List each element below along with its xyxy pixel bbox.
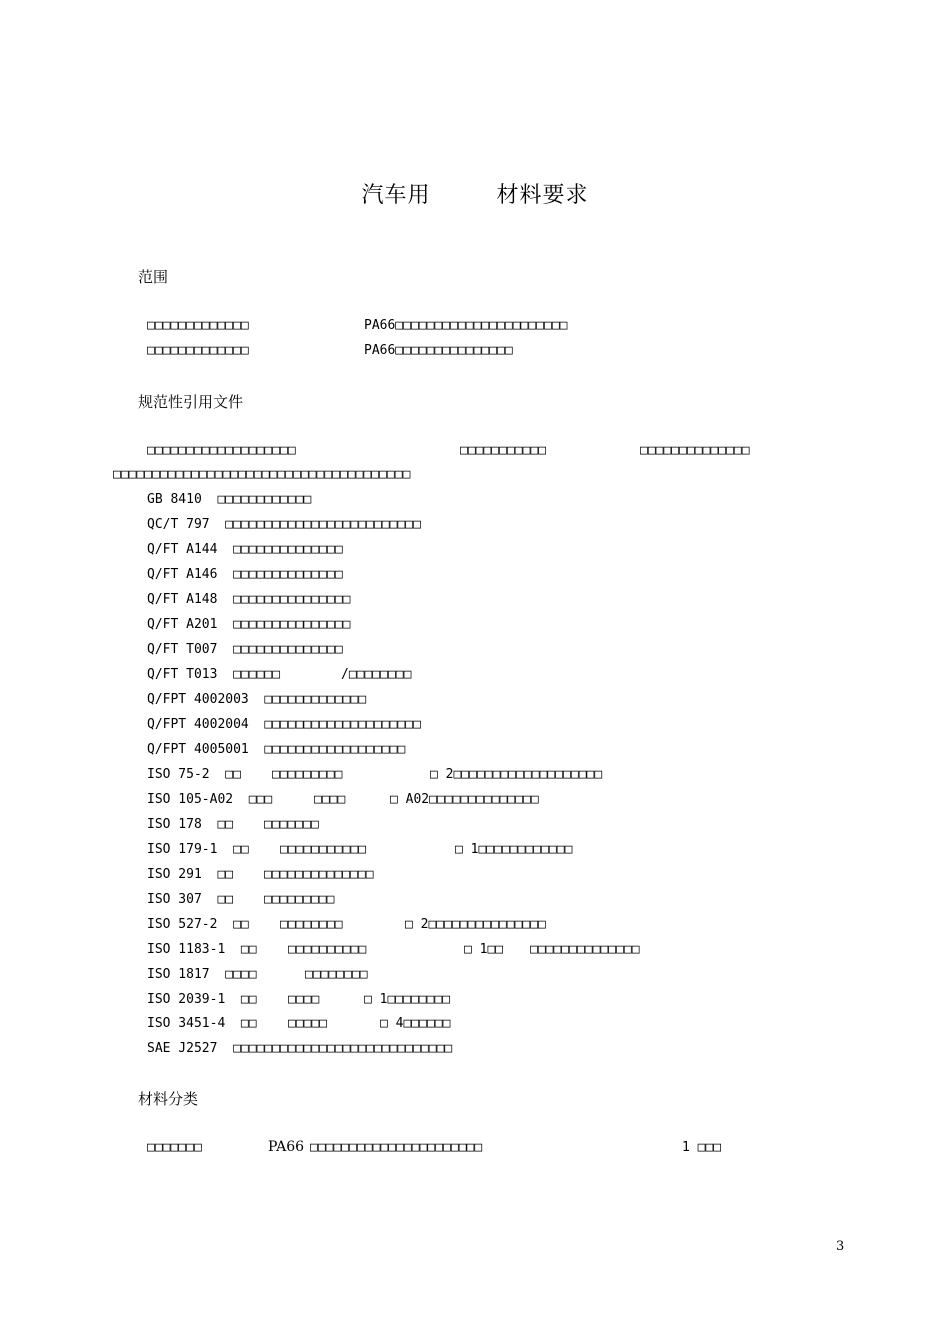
- reference-item: Q/FT A146 □□□□□□□□□□□□□□: [147, 567, 343, 582]
- reference-item-cont: □ 1□□: [464, 942, 504, 957]
- references-intro-1-a: □□□□□□□□□□□□□□□□□□□: [147, 443, 296, 458]
- reference-item: ISO 179-1 □□: [147, 842, 249, 857]
- references-intro-1-b: □□□□□□□□□□□: [460, 443, 547, 458]
- reference-item-cont: □□□□□□□□□□□□□□: [530, 942, 640, 957]
- classification-line-1-b: PA66: [268, 1139, 305, 1155]
- classification-line-1-c: □□□□□□□□□□□□□□□□□□□□□□: [310, 1140, 483, 1155]
- reference-item: ISO 307 □□: [147, 892, 234, 907]
- reference-item-cont: □ 1□□□□□□□□: [364, 992, 451, 1007]
- reference-item: ISO 291 □□: [147, 867, 234, 882]
- reference-item-cont: □ A02□□□□□□□□□□□□□□: [390, 792, 539, 807]
- references-intro-2: □□□□□□□□□□□□□□□□□□□□□□□□□□□□□□□□□□□□□□: [113, 467, 411, 482]
- reference-item: ISO 3451-4 □□: [147, 1016, 257, 1031]
- reference-item: Q/FPT 4002003 □□□□□□□□□□□□□: [147, 692, 367, 707]
- reference-item: Q/FT A144 □□□□□□□□□□□□□□: [147, 542, 343, 557]
- references-intro-1-c: □□□□□□□□□□□□□□: [640, 443, 750, 458]
- reference-item: Q/FT A148 □□□□□□□□□□□□□□□: [147, 592, 351, 607]
- reference-item-cont: □□□□: [314, 792, 346, 807]
- reference-item: GB 8410 □□□□□□□□□□□□: [147, 492, 312, 507]
- reference-item-cont: □□□□□□□□□: [272, 767, 343, 782]
- reference-item-cont: □□□□□□□: [264, 817, 319, 832]
- heading-references: 规范性引用文件: [138, 393, 244, 411]
- scope-line-2-a: □□□□□□□□□□□□□: [147, 343, 249, 358]
- heading-scope: 范围: [138, 268, 169, 286]
- reference-item: ISO 1817 □□□□: [147, 967, 257, 982]
- document-title: [0, 178, 950, 209]
- reference-item-cont: □□□□□□□□□□: [288, 942, 367, 957]
- page-number: 3: [836, 1239, 845, 1254]
- reference-item: Q/FT T007 □□□□□□□□□□□□□□: [147, 642, 343, 657]
- reference-item: Q/FT T013 □□□□□□: [147, 667, 281, 682]
- title-part-1: 汽车用: [361, 183, 431, 208]
- reference-item: ISO 2039-1 □□: [147, 992, 257, 1007]
- reference-item: ISO 105-A02 □□□: [147, 792, 273, 807]
- scope-line-2-b: PA66□□□□□□□□□□□□□□□: [364, 343, 513, 358]
- reference-item: ISO 178 □□: [147, 817, 234, 832]
- reference-item-cont: □□□□□□□□□: [264, 892, 335, 907]
- reference-item-cont: □ 4□□□□□□: [380, 1016, 451, 1031]
- title-part-2: 材料要求: [496, 183, 589, 208]
- reference-item: ISO 75-2 □□: [147, 767, 241, 782]
- reference-item-cont: □□□□□□□□□□□□□□: [264, 867, 374, 882]
- reference-item-cont: □ 2□□□□□□□□□□□□□□□□□□□: [430, 767, 603, 782]
- reference-item: Q/FPT 4005001 □□□□□□□□□□□□□□□□□□: [147, 742, 406, 757]
- heading-classification: 材料分类: [138, 1090, 199, 1108]
- reference-item: SAE J2527 □□□□□□□□□□□□□□□□□□□□□□□□□□□□: [147, 1041, 453, 1056]
- scope-line-1-a: □□□□□□□□□□□□□: [147, 318, 249, 333]
- scope-line-1-b: PA66□□□□□□□□□□□□□□□□□□□□□□: [364, 318, 568, 333]
- reference-item-cont: /□□□□□□□□: [341, 667, 412, 682]
- reference-item: Q/FPT 4002004 □□□□□□□□□□□□□□□□□□□□: [147, 717, 421, 732]
- reference-item-cont: □ 2□□□□□□□□□□□□□□□: [405, 917, 546, 932]
- reference-item: ISO 1183-1 □□: [147, 942, 257, 957]
- reference-item-cont: □□□□□□□□□□□: [280, 842, 367, 857]
- reference-item-cont: □□□□□□□□: [280, 917, 343, 932]
- reference-item: ISO 527-2 □□: [147, 917, 249, 932]
- reference-item: Q/FT A201 □□□□□□□□□□□□□□□: [147, 617, 351, 632]
- reference-item-cont: □□□□□: [288, 1016, 328, 1031]
- reference-item-cont: □ 1□□□□□□□□□□□□: [455, 842, 573, 857]
- classification-line-1-a: □□□□□□□: [147, 1140, 202, 1155]
- reference-item-cont: □□□□□□□□: [305, 967, 368, 982]
- reference-item: QC/T 797 □□□□□□□□□□□□□□□□□□□□□□□□□: [147, 517, 421, 532]
- classification-line-1-d: 1 □□□: [682, 1140, 722, 1155]
- reference-item-cont: □□□□: [288, 992, 320, 1007]
